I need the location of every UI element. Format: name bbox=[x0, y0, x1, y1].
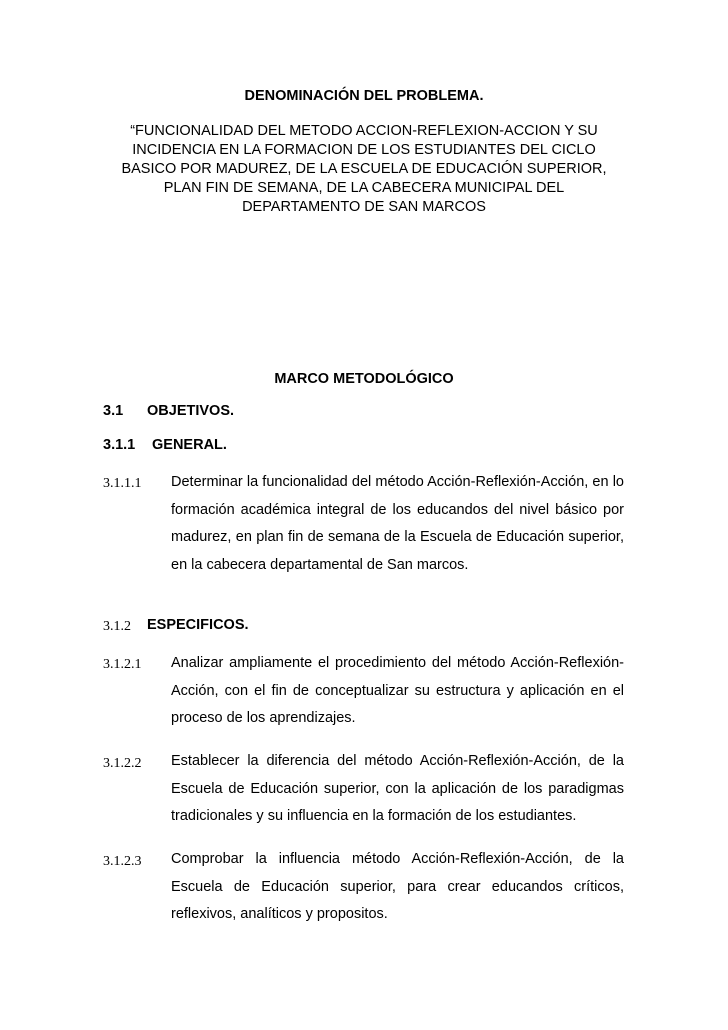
section-title-objetivos: OBJETIVOS. bbox=[147, 403, 235, 419]
objective-specific-1-text: Analizar ampliamente el procedimiento del método Acción-Reflexión-Acción, con el fin de conceptualizar su estructura y aplicación en el proceso de los aprendizajes. bbox=[171, 655, 624, 726]
problem-statement bbox=[104, 122, 624, 217]
marco-heading: MARCO METODOLÓGICO bbox=[274, 371, 454, 387]
objective-specific-3-text: Comprobar la influencia método Acción-Reflexión-Acción, de la Escuela de Educación superior, para crear educandos críticos, reflexivos, analíticos y propositos. bbox=[171, 851, 624, 922]
problem-line: DEPARTAMENTO DE SAN MARCOS bbox=[242, 199, 486, 215]
section-title-especificos: ESPECIFICOS. bbox=[147, 617, 249, 633]
item-number-3-1-2-2: 3.1.2.2 bbox=[103, 756, 142, 771]
problem-line: “FUNCIONALIDAD DEL METODO ACCION-REFLEXION-ACCION Y SU bbox=[130, 123, 598, 139]
section-number-3-1: 3.1 bbox=[103, 403, 124, 419]
objective-specific-2-text: Establecer la diferencia del método Acción-Reflexión-Acción, de la Escuela de Educación superior, con la aplicación de los paradigmas tradicionales y su influencia en la formación de los estudiantes. bbox=[171, 753, 624, 824]
section-title-general: GENERAL. bbox=[152, 437, 227, 453]
objective-general-text: Determinar la funcionalidad del método Acción-Reflexión-Acción, en lo formación académica integral de los educandos del nivel básico por madurez, en plan fin de semana de la Escuela de Educación superior, en la cabecera departamental de San marcos. bbox=[171, 474, 624, 573]
item-number-3-1-2-1: 3.1.2.1 bbox=[103, 657, 142, 672]
item-number-3-1-2-3: 3.1.2.3 bbox=[103, 854, 142, 869]
item-number-3-1-1-1: 3.1.1.1 bbox=[103, 476, 142, 491]
problem-line: INCIDENCIA EN LA FORMACION DE LOS ESTUDIANTES DEL CICLO bbox=[132, 142, 596, 158]
problem-line: PLAN FIN DE SEMANA, DE LA CABECERA MUNICIPAL DEL bbox=[163, 180, 565, 196]
section-number-3-1-1: 3.1.1 bbox=[103, 437, 136, 453]
section-number-3-1-2: 3.1.2 bbox=[103, 619, 131, 634]
problem-line: BASICO POR MADUREZ, DE LA ESCUELA DE EDUCACIÓN SUPERIOR, bbox=[121, 161, 607, 177]
problem-heading: DENOMINACIÓN DEL PROBLEMA. bbox=[244, 88, 484, 104]
